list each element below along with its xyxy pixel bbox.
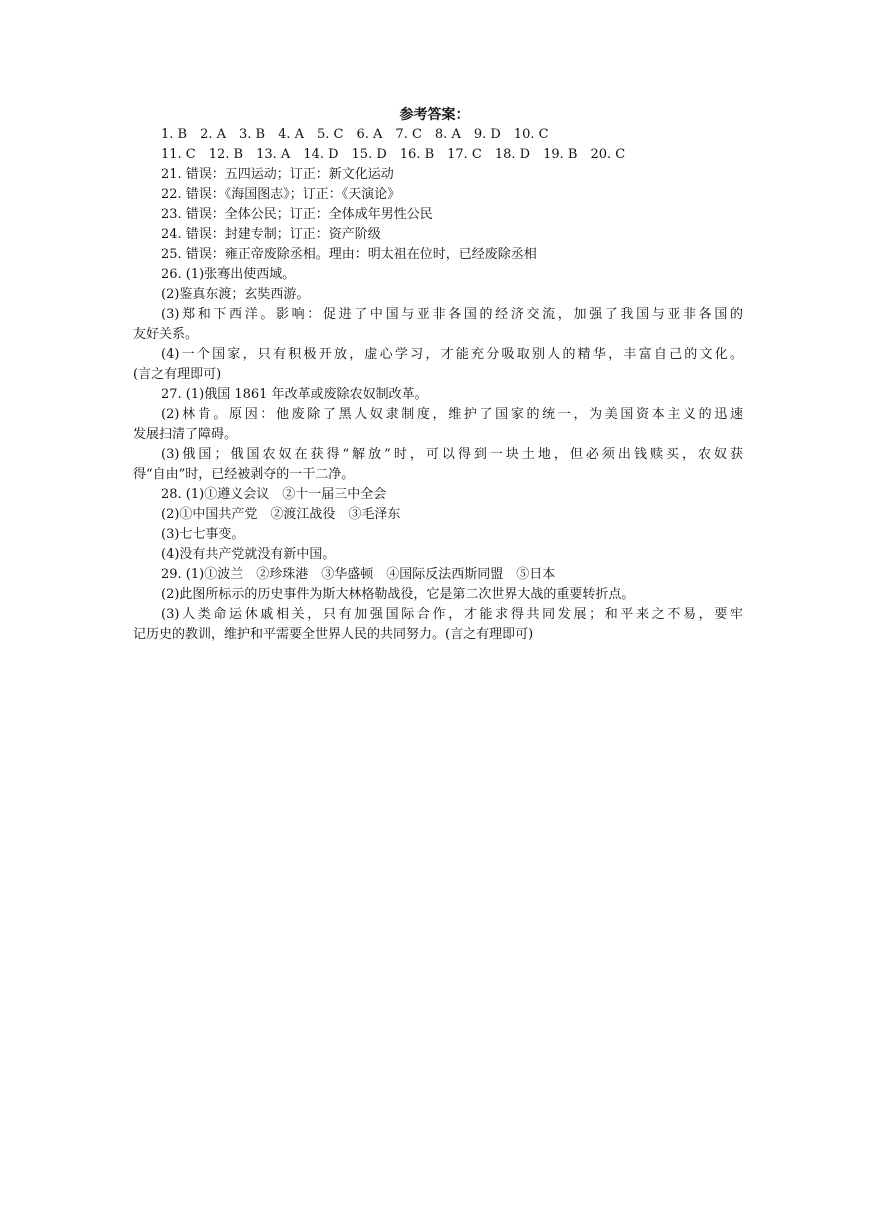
- answer-line-27-3: (3)俄国；俄国农奴在获得“解放”时，可以得到一块土地，但必须出钱赎买，农奴获: [161, 447, 743, 462]
- answer-line-26-4: (4)一个国家，只有积极开放，虚心学习，才能充分吸取别人的精华，丰富自己的文化。: [161, 347, 743, 362]
- answer-line-27-2-cont: 发展扫清了障碍。: [133, 427, 238, 442]
- answer-body: [133, 125, 743, 645]
- answer-line-29-3-cont: 记历史的教训，维护和平需要全世界人民的共同努力。(言之有理即可): [133, 627, 534, 642]
- answer-line-22: 22. 错误：《海国图志》；订正：《天演论》: [161, 187, 401, 202]
- answer-line-27-3-cont: 得“自由”时，已经被剥夺的一干二净。: [133, 467, 355, 482]
- answer-line-28-4: (4)没有共产党就没有新中国。: [161, 547, 336, 562]
- answer-line-29-1: 29. (1)①波兰 ②珍珠港 ③华盛顿 ④国际反法西斯同盟 ⑤日本: [161, 567, 556, 582]
- answer-line-mc2: 11. C 12. B 13. A 14. D 15. D 16. B 17. C 18. D 19. B 20. C: [161, 147, 626, 162]
- answer-line-24: 24. 错误：封建专制；订正：资产阶级: [161, 227, 381, 242]
- answer-line-28-2: (2)①中国共产党 ②渡江战役 ③毛泽东: [161, 507, 401, 522]
- answer-line-29-2: (2)此图所标示的历史事件为斯大林格勒战役，它是第二次世界大战的重要转折点。: [161, 587, 635, 602]
- answer-line-28-1: 28. (1)①遵义会议 ②十一届三中全会: [161, 487, 387, 502]
- answer-line-27-2: (2)林肯。原因：他废除了黑人奴隶制度，维护了国家的统一，为美国资本主义的迅速: [161, 407, 743, 422]
- answer-line-27-1: 27. (1)俄国 1861 年改革或废除农奴制改革。: [161, 387, 428, 402]
- answer-line-26-2: (2)鉴真东渡；玄奘西游。: [161, 287, 310, 302]
- answer-line-26-1: 26. (1)张骞出使西域。: [161, 267, 296, 282]
- page-title: 参考答案：: [399, 107, 470, 123]
- answer-line-26-3-cont: 友好关系。: [133, 327, 199, 342]
- answer-line-mc1: 1. B 2. A 3. B 4. A 5. C 6. A 7. C 8. A 9. D 10. C: [161, 127, 549, 142]
- answer-line-29-3: (3)人类命运休戚相关，只有加强国际合作，才能求得共同发展；和平来之不易，要牢: [161, 607, 743, 622]
- answer-line-21: 21. 错误：五四运动；订正：新文化运动: [161, 167, 394, 182]
- answer-line-23: 23. 错误：全体公民；订正：全体成年男性公民: [161, 207, 433, 222]
- answer-line-28-3: (3)七七事变。: [161, 527, 245, 542]
- answer-line-26-3: (3)郑和下西洋。影响：促进了中国与亚非各国的经济交流，加强了我国与亚非各国的: [161, 307, 743, 322]
- answer-line-25: 25. 错误：雍正帝废除丞相。理由：明太祖在位时，已经废除丞相: [161, 247, 537, 262]
- answer-line-26-4-cont: (言之有理即可): [133, 367, 222, 382]
